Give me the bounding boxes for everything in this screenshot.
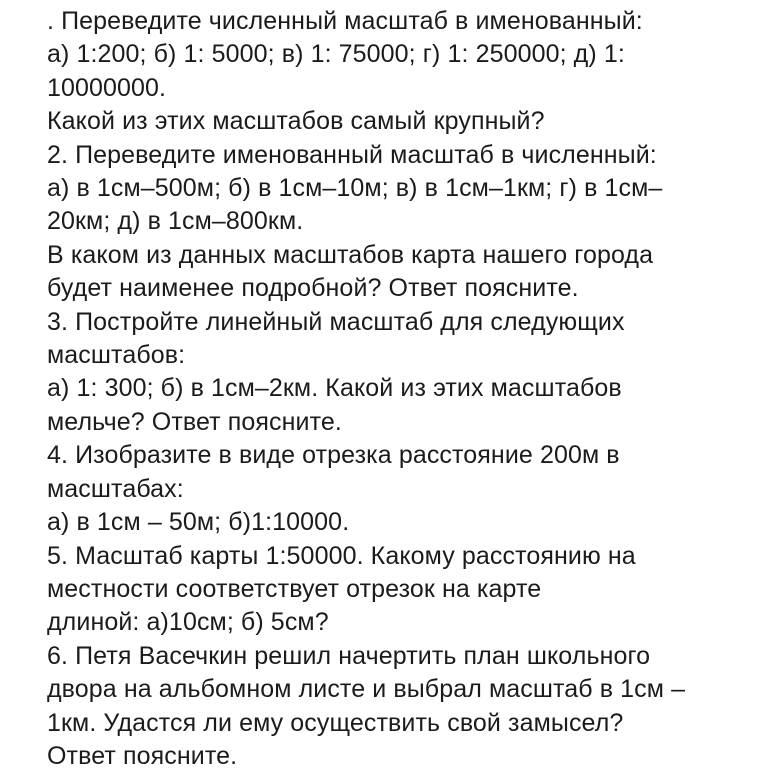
task-2-options-cont: 20км; д) в 1см–800км. xyxy=(47,207,304,236)
task-1-heading: . Переведите численный масштаб в именованный: xyxy=(47,7,643,35)
task-6-heading: 6. Петя Васечкин решил начертить план школьного xyxy=(47,641,651,670)
task-1-question: Какой из этих масштабов самый крупный? xyxy=(47,107,545,136)
task-5-heading: 5. Масштаб карты 1:50000. Какому расстоянию на xyxy=(47,541,636,570)
task-2-heading: 2. Переведите именованный масштаб в численный: xyxy=(47,140,657,169)
task-3-options: а) 1: 300; б) в 1см–2км. Какой из этих масштабов xyxy=(47,374,622,403)
task-6-question-cont: Ответ поясните. xyxy=(47,741,238,770)
task-3-heading-cont: масштабов: xyxy=(47,341,186,370)
task-2-question-cont: будет наименее подробной? Ответ поясните. xyxy=(47,274,579,303)
task-3-options-cont: мельче? Ответ поясните. xyxy=(47,407,342,436)
task-5-heading-cont: местности соответствует отрезок на карте xyxy=(47,574,542,603)
task-2-question: В каком из данных масштабов карта нашего города xyxy=(47,240,654,269)
task-2-options: а) в 1см–500м; б) в 1см–10м; в) в 1см–1км; г) в 1см– xyxy=(47,174,663,203)
task-1-options: а) 1:200; б) 1: 5000; в) 1: 75000; г) 1: 250000; д) 1: xyxy=(47,40,625,69)
task-6-heading-cont: двора на альбомном листе и выбрал масштаб в 1см – xyxy=(47,675,686,704)
task-text xyxy=(47,5,777,773)
task-3-heading: 3. Постройте линейный масштаб для следующих xyxy=(47,307,625,336)
task-5-options: длиной: а)10см; б) 5см? xyxy=(47,608,329,637)
task-4-heading-cont: масштабах: xyxy=(47,474,184,503)
task-4-heading: 4. Изобразите в виде отрезка расстояние 200м в xyxy=(47,441,620,470)
task-1-options-cont: 10000000. xyxy=(47,73,167,102)
task-4-options: а) в 1см – 50м; б)1:10000. xyxy=(47,508,350,537)
task-6-question: 1км. Удастся ли ему осуществить свой замысел? xyxy=(47,708,624,737)
